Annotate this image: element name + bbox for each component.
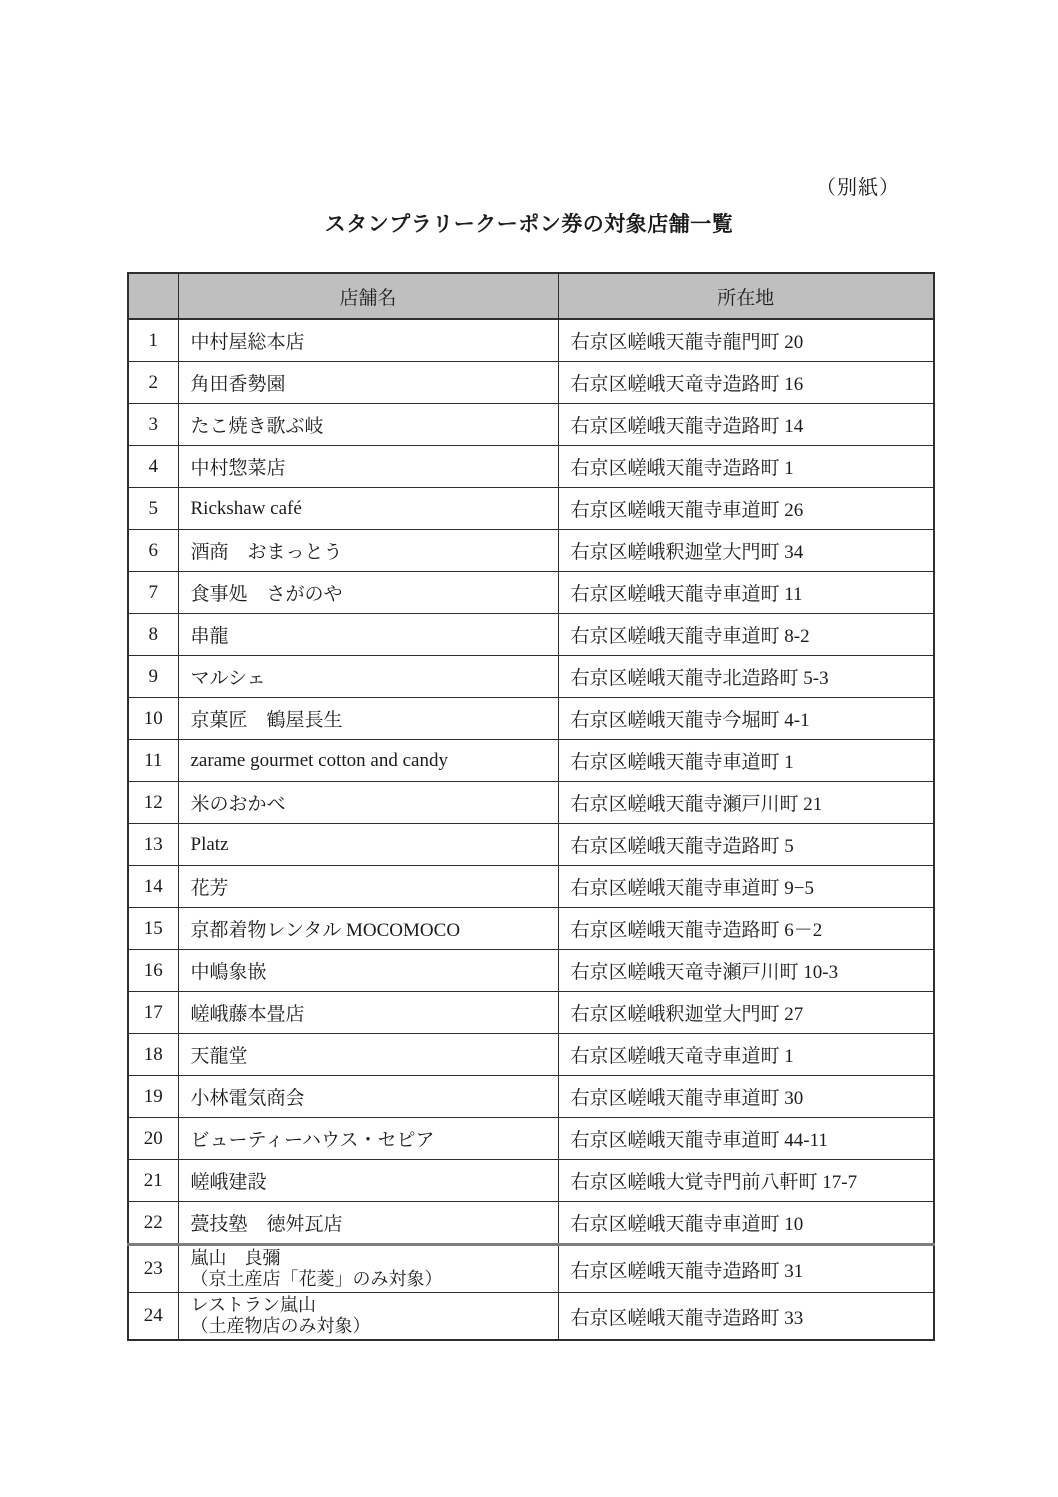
- table-row: [128, 1293, 934, 1341]
- store-name-cell: [178, 404, 558, 446]
- store-name-cell: [178, 446, 558, 488]
- store-list-table: [127, 272, 935, 1341]
- store-name-line1: Platz: [190, 833, 229, 855]
- store-number-cell: 12: [128, 782, 178, 824]
- address-cell: 右京区嵯峨天龍寺北造路町 5-3: [558, 656, 934, 698]
- store-name-cell: [178, 824, 558, 866]
- store-name-cell: [178, 1118, 558, 1160]
- store-name-line1: 中村屋総本店: [190, 332, 305, 353]
- header-cell-address: 所在地: [558, 273, 934, 319]
- store-name-line1: 花芳: [190, 878, 229, 899]
- table-row: [128, 1118, 934, 1160]
- store-name-cell: [178, 656, 558, 698]
- store-name-cell: [178, 782, 558, 824]
- store-name-line1: ビューティーハウス・セピア: [190, 1130, 435, 1151]
- store-name-line2: （京土産店「花菱」のみ対象）: [190, 1269, 443, 1289]
- store-name-cell: [178, 1245, 558, 1293]
- address-cell: 右京区嵯峨天龍寺造路町 1: [558, 446, 934, 488]
- table-row: [128, 572, 934, 614]
- store-name-cell: [178, 362, 558, 404]
- store-name-line1: 中嶋象嵌: [190, 962, 267, 983]
- address-cell: 右京区嵯峨天龍寺今堀町 4-1: [558, 698, 934, 740]
- address-cell: 右京区嵯峨釈迦堂大門町 34: [558, 530, 934, 572]
- table-row: [128, 1245, 934, 1293]
- store-number-cell: 8: [128, 614, 178, 656]
- store-number-cell: 21: [128, 1160, 178, 1202]
- address-cell: 右京区嵯峨天竜寺瀬戸川町 10-3: [558, 950, 934, 992]
- store-name-line1: Rickshaw café: [190, 497, 302, 519]
- store-number-cell: 20: [128, 1118, 178, 1160]
- store-name-cell: [178, 740, 558, 782]
- store-name-cell: [178, 1202, 558, 1245]
- store-number-cell: 3: [128, 404, 178, 446]
- store-name-line1: 甍技塾 徳舛瓦店: [190, 1214, 343, 1235]
- store-number-cell: 24: [128, 1293, 178, 1341]
- address-cell: 右京区嵯峨大覚寺門前八軒町 17-7: [558, 1160, 934, 1202]
- store-name-cell: [178, 1293, 558, 1341]
- store-number-cell: 4: [128, 446, 178, 488]
- header-cell-number: [128, 273, 178, 319]
- store-name-cell: [178, 488, 558, 530]
- store-name-line1: zarame gourmet cotton and candy: [190, 749, 448, 771]
- page-title: スタンプラリークーポン券の対象店舗一覧: [324, 213, 734, 236]
- address-cell: 右京区嵯峨天龍寺造路町 6－2: [558, 908, 934, 950]
- store-number-cell: 9: [128, 656, 178, 698]
- store-number-cell: 17: [128, 992, 178, 1034]
- address-cell: 右京区嵯峨天龍寺車道町 8-2: [558, 614, 934, 656]
- store-number-cell: 23: [128, 1245, 178, 1293]
- store-name-line1: たこ焼き歌ぶ岐: [190, 416, 324, 437]
- table-row: [128, 782, 934, 824]
- store-name-line1: 京菓匠 鶴屋長生: [190, 710, 343, 731]
- store-name-line1: 酒商 おまっとう: [190, 542, 343, 563]
- store-name-line1: 中村惣菜店: [190, 458, 286, 479]
- address-cell: 右京区嵯峨天龍寺造路町 5: [558, 824, 934, 866]
- store-name-line1: レストラン嵐山: [190, 1295, 316, 1315]
- store-name-cell: [178, 530, 558, 572]
- store-number-cell: 15: [128, 908, 178, 950]
- store-name-line1: 串龍: [190, 626, 229, 647]
- table-header-row: [128, 273, 934, 319]
- table-row: [128, 740, 934, 782]
- store-name-cell: [178, 1160, 558, 1202]
- table-row: [128, 446, 934, 488]
- store-name-cell: [178, 992, 558, 1034]
- store-name-cell: [178, 1034, 558, 1076]
- table-row: [128, 362, 934, 404]
- store-name-cell: [178, 908, 558, 950]
- store-name-cell: [178, 950, 558, 992]
- table-row: [128, 908, 934, 950]
- header-cell-store-name: 店舗名: [178, 273, 558, 319]
- table-row: [128, 866, 934, 908]
- store-number-cell: 7: [128, 572, 178, 614]
- store-name-cell: [178, 866, 558, 908]
- store-number-cell: 13: [128, 824, 178, 866]
- address-cell: 右京区嵯峨天龍寺車道町 10: [558, 1202, 934, 1245]
- table-row: [128, 1076, 934, 1118]
- corner-note: （別紙）: [816, 177, 900, 199]
- store-number-cell: 14: [128, 866, 178, 908]
- store-name-line1: 小林電気商会: [190, 1088, 305, 1109]
- address-cell: 右京区嵯峨天龍寺龍門町 20: [558, 319, 934, 362]
- store-number-cell: 11: [128, 740, 178, 782]
- address-cell: 右京区嵯峨天龍寺車道町 30: [558, 1076, 934, 1118]
- table-row: [128, 530, 934, 572]
- table-row: [128, 824, 934, 866]
- store-number-cell: 2: [128, 362, 178, 404]
- address-cell: 右京区嵯峨天龍寺車道町 11: [558, 572, 934, 614]
- address-cell: 右京区嵯峨天龍寺車道町 1: [558, 740, 934, 782]
- store-name-cell: [178, 698, 558, 740]
- store-number-cell: 5: [128, 488, 178, 530]
- store-number-cell: 19: [128, 1076, 178, 1118]
- store-name-cell: [178, 319, 558, 362]
- table-row: [128, 488, 934, 530]
- table-row: [128, 656, 934, 698]
- table-row: [128, 319, 934, 362]
- address-cell: 右京区嵯峨天龍寺車道町 44-11: [558, 1118, 934, 1160]
- store-number-cell: 10: [128, 698, 178, 740]
- store-name-line1: 米のおかべ: [190, 794, 286, 815]
- store-name-line1: 天龍堂: [190, 1046, 248, 1067]
- table-row: [128, 614, 934, 656]
- store-number-cell: 22: [128, 1202, 178, 1245]
- store-name-line1: 嵐山 良彌: [190, 1248, 281, 1268]
- store-name-cell: [178, 1076, 558, 1118]
- table-row: [128, 1202, 934, 1245]
- store-number-cell: 1: [128, 319, 178, 362]
- address-cell: 右京区嵯峨天龍寺車道町 26: [558, 488, 934, 530]
- store-name-line2: （土産物店のみ対象）: [190, 1316, 371, 1336]
- table-row: [128, 404, 934, 446]
- store-number-cell: 6: [128, 530, 178, 572]
- store-name-cell: [178, 572, 558, 614]
- address-cell: 右京区嵯峨天龍寺瀬戸川町 21: [558, 782, 934, 824]
- table-row: [128, 698, 934, 740]
- address-cell: 右京区嵯峨釈迦堂大門町 27: [558, 992, 934, 1034]
- address-cell: 右京区嵯峨天龍寺造路町 31: [558, 1245, 934, 1293]
- address-cell: 右京区嵯峨天龍寺造路町 33: [558, 1293, 934, 1341]
- store-name-line1: 京都着物レンタル MOCOMOCO: [190, 920, 461, 941]
- store-name-line1: 嵯峨建設: [190, 1172, 267, 1193]
- table-row: [128, 1160, 934, 1202]
- store-name-cell: [178, 614, 558, 656]
- store-name-line1: 食事処 さがのや: [190, 584, 343, 605]
- address-cell: 右京区嵯峨天龍寺車道町 9−5: [558, 866, 934, 908]
- store-number-cell: 16: [128, 950, 178, 992]
- table-row: [128, 950, 934, 992]
- store-name-line1: 嵯峨藤本畳店: [190, 1004, 305, 1025]
- address-cell: 右京区嵯峨天竜寺造路町 16: [558, 362, 934, 404]
- store-name-line1: 角田香勢園: [190, 374, 286, 395]
- table-row: [128, 992, 934, 1034]
- store-number-cell: 18: [128, 1034, 178, 1076]
- address-cell: 右京区嵯峨天竜寺車道町 1: [558, 1034, 934, 1076]
- address-cell: 右京区嵯峨天龍寺造路町 14: [558, 404, 934, 446]
- store-name-line1: マルシェ: [190, 668, 266, 689]
- table-row: [128, 1034, 934, 1076]
